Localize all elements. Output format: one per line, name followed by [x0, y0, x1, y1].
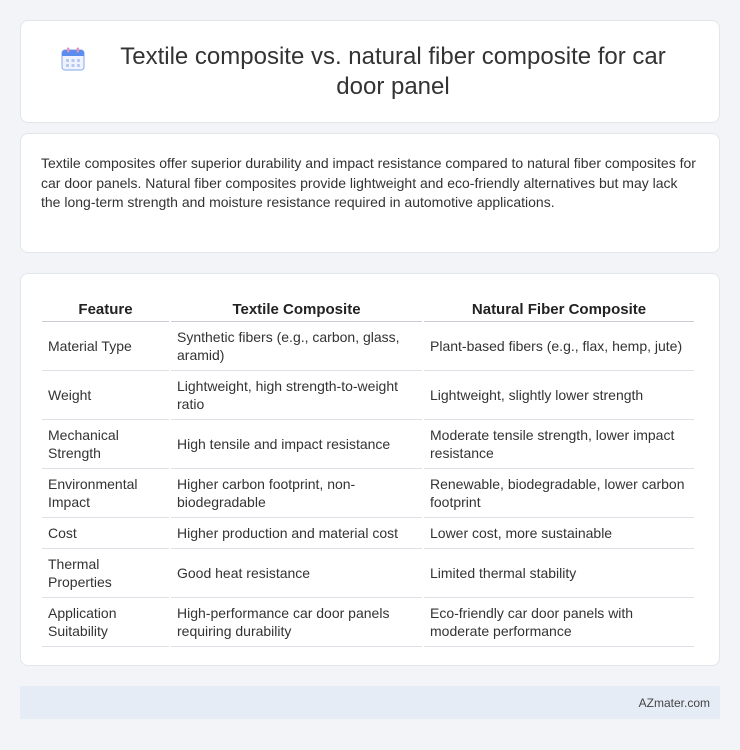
- table-cell: Material Type: [42, 322, 169, 371]
- table-cell: Eco-friendly car door panels with moderate performance: [424, 598, 694, 647]
- table-row: [42, 549, 694, 598]
- table-cell: Cost: [42, 518, 169, 549]
- column-header-textile: Textile Composite: [171, 296, 422, 322]
- table-row: [42, 469, 694, 518]
- summary-text: Textile composites offer superior durability and impact resistance compared to natural fiber composites for car door panels. Natural fiber composites provide lightweight and eco-friendly alternatives but may lack the long-term strength and moisture resistance required in automotive applications.: [41, 155, 696, 210]
- table-cell: Plant-based fibers (e.g., flax, hemp, jute): [424, 322, 694, 371]
- page-title: Textile composite vs. natural fiber composite for car door panel: [120, 42, 666, 100]
- table-cell: Lightweight, high strength-to-weight ratio: [171, 371, 422, 420]
- title-card: [20, 20, 720, 123]
- table-row: [42, 371, 694, 420]
- table-cell: Higher production and material cost: [171, 518, 422, 549]
- table-row: [42, 420, 694, 469]
- column-header-feature: Feature: [42, 296, 169, 322]
- table-cell: Moderate tensile strength, lower impact resistance: [424, 420, 694, 469]
- table-cell: High-performance car door panels requiring durability: [171, 598, 422, 647]
- table-header-row: [42, 296, 694, 322]
- table-cell: Lower cost, more sustainable: [424, 518, 694, 549]
- calendar-icon: [60, 46, 86, 72]
- table-cell: Synthetic fibers (e.g., carbon, glass, aramid): [171, 322, 422, 371]
- title-wrap: [60, 42, 680, 102]
- footer: [20, 686, 720, 719]
- table-cell: High tensile and impact resistance: [171, 420, 422, 469]
- table-cell: Renewable, biodegradable, lower carbon footprint: [424, 469, 694, 518]
- table-cell: Thermal Properties: [42, 549, 169, 598]
- table-cell: Lightweight, slightly lower strength: [424, 371, 694, 420]
- table-cell: Mechanical Strength: [42, 420, 169, 469]
- comparison-table-card: [20, 273, 720, 666]
- footer-site-link[interactable]: AZmater.com: [638, 695, 710, 710]
- table-row: [42, 518, 694, 549]
- table-cell: Application Suitability: [42, 598, 169, 647]
- table-row: [42, 322, 694, 371]
- column-header-natural: Natural Fiber Composite: [424, 296, 694, 322]
- table-cell: Weight: [42, 371, 169, 420]
- summary-card: [20, 133, 720, 253]
- table-cell: Limited thermal stability: [424, 549, 694, 598]
- table-cell: Good heat resistance: [171, 549, 422, 598]
- table-cell: Environmental Impact: [42, 469, 169, 518]
- table-row: [42, 598, 694, 647]
- comparison-table: [40, 296, 696, 647]
- table-cell: Higher carbon footprint, non-biodegradable: [171, 469, 422, 518]
